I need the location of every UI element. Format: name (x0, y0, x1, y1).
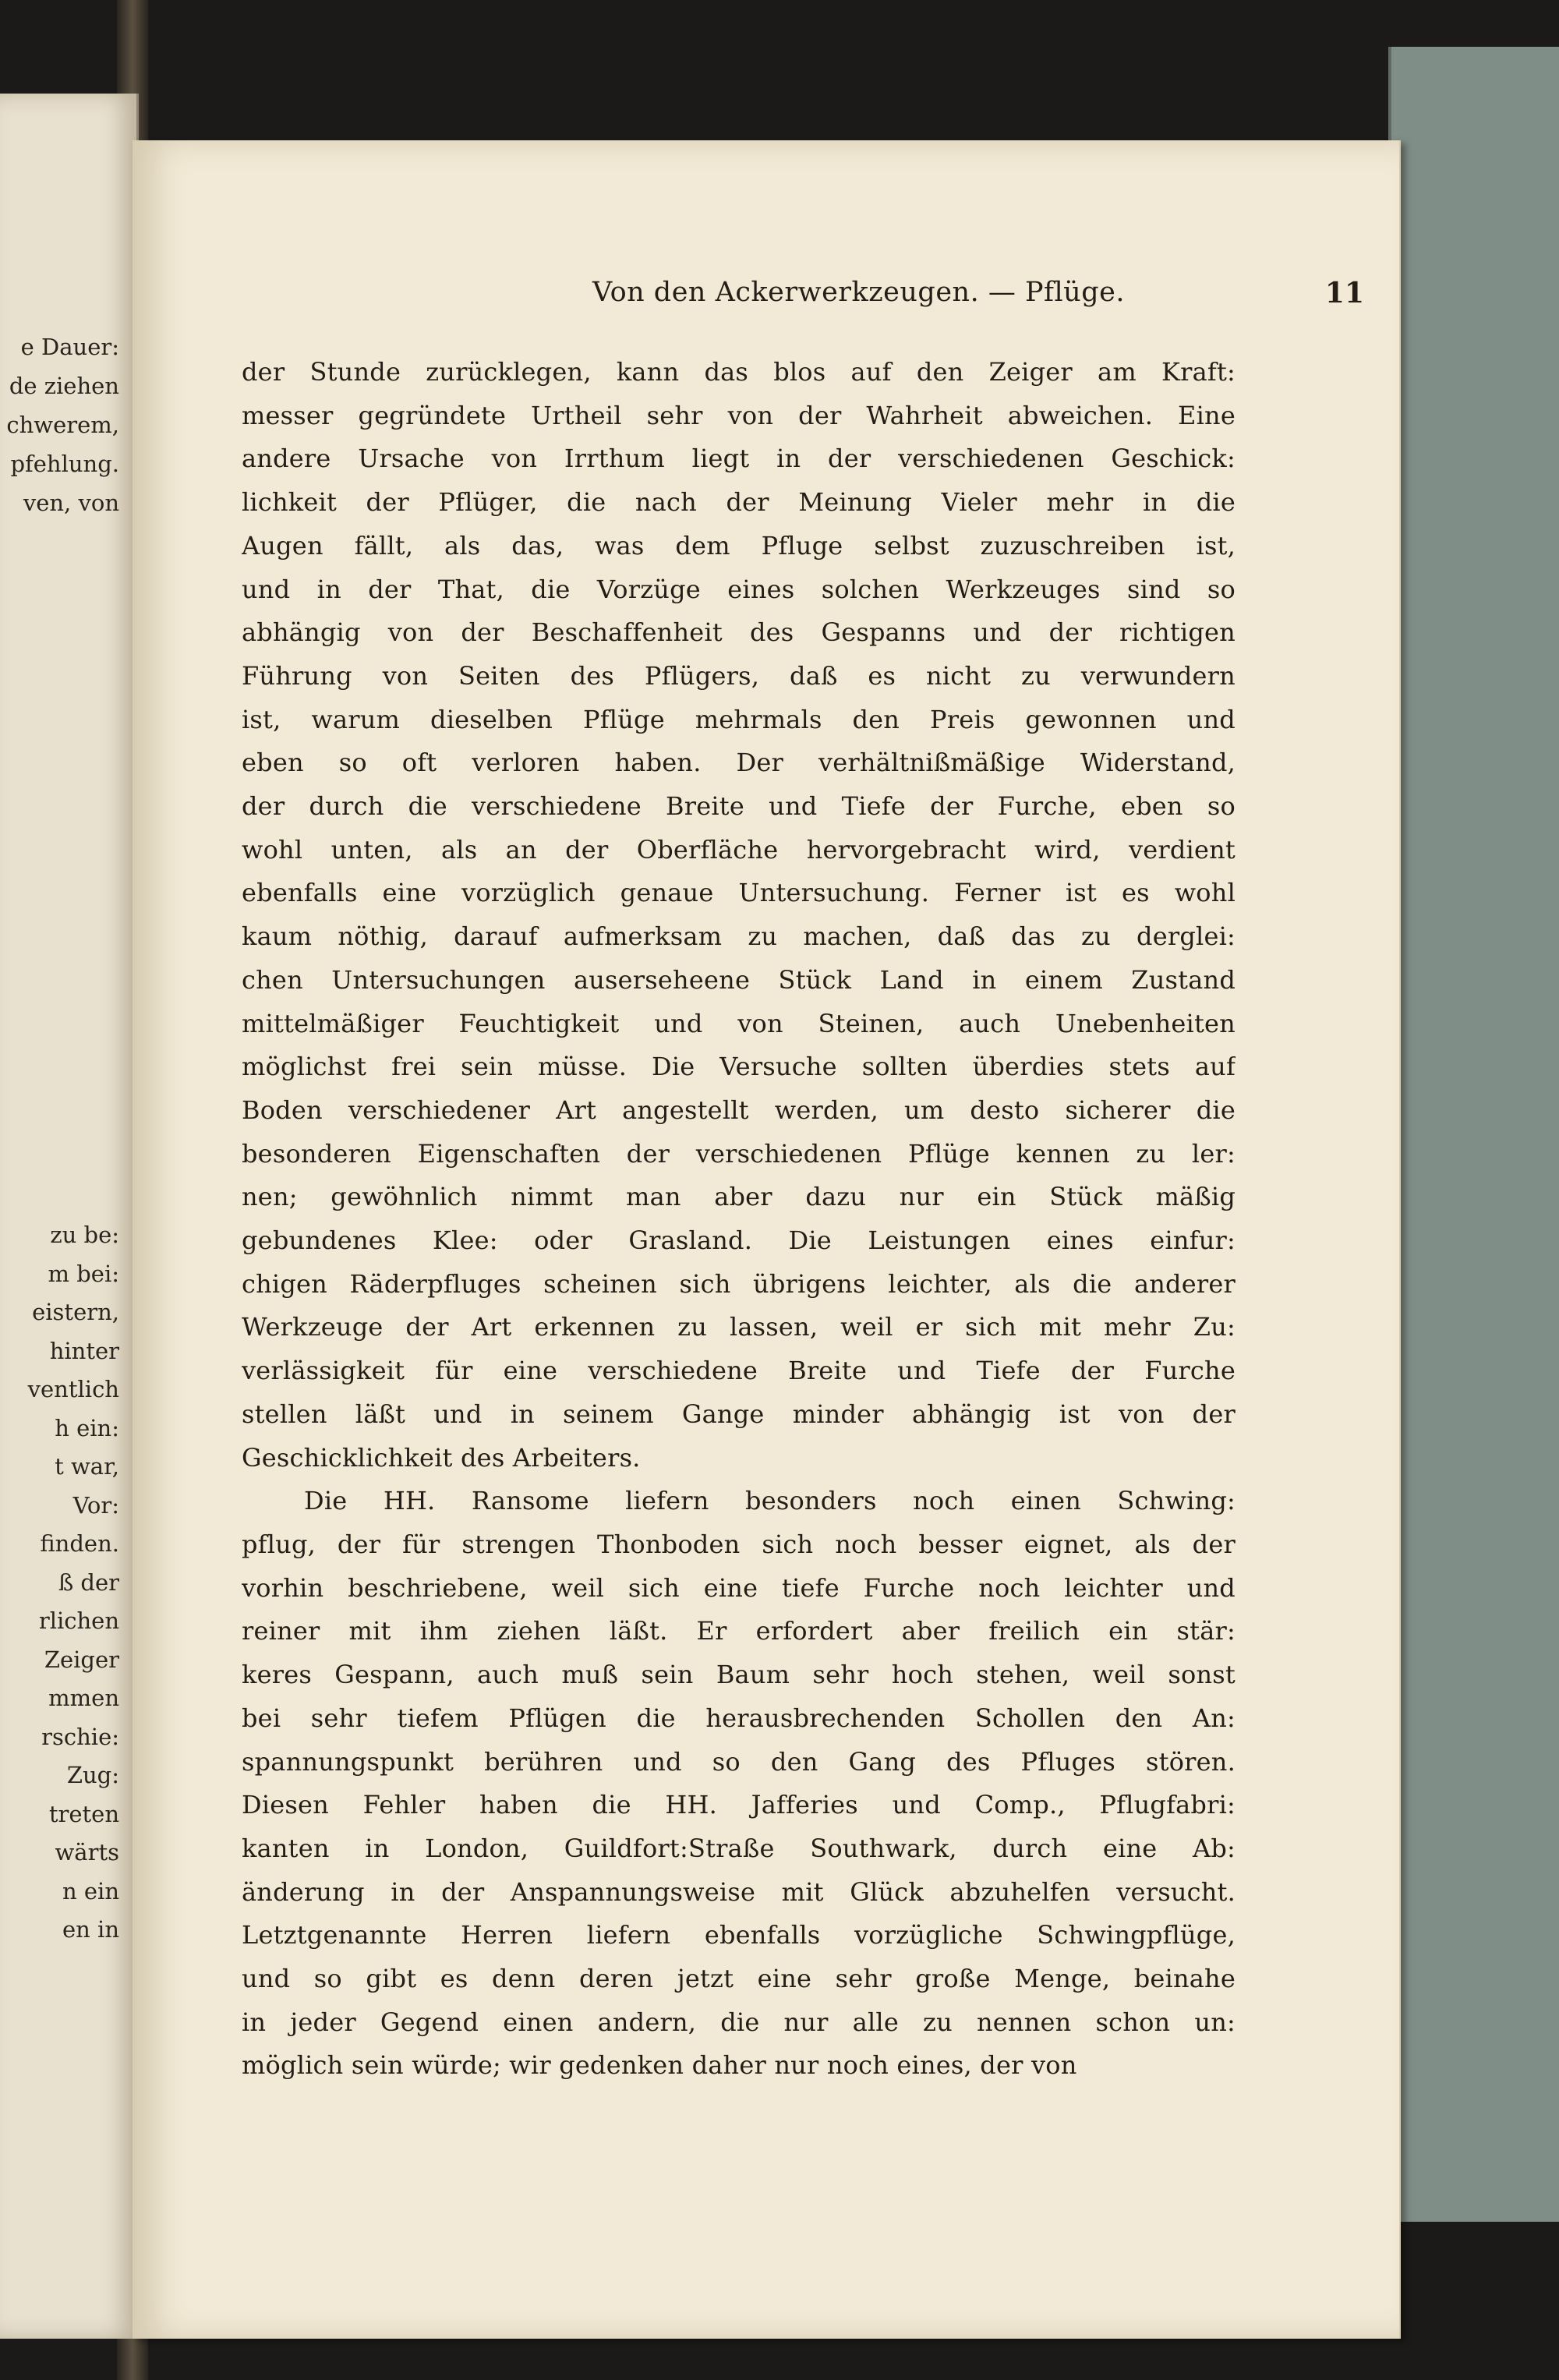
text-line: Geschicklichkeit des Arbeiters. (242, 1442, 641, 1473)
text-line: besonderen Eigenschaften der verschiedenen Pflüge kennen zu ler: (242, 1138, 1236, 1169)
text-line: Werkzeuge der Art erkennen zu lassen, weil er sich mit mehr Zu: (242, 1312, 1236, 1342)
previous-page-line: Zug: (66, 1762, 119, 1788)
text-line: Augen fällt, als das, was dem Pfluge selbst zuzuschreiben ist, (242, 530, 1236, 561)
text-line: vorhin beschriebene, weil sich eine tiefe Furche noch leichter und (242, 1572, 1236, 1603)
text-line: gebundenes Klee: oder Grasland. Die Leistungen eines einfur: (242, 1225, 1236, 1256)
text-line: lichkeit der Pflüger, die nach der Meinung Vieler mehr in die (242, 487, 1236, 518)
previous-page-edge (0, 94, 139, 2339)
text-line: messer gegründete Urtheil sehr von der Wahrheit abweichen. Eine (242, 400, 1236, 430)
previous-page-text-bottom (28, 1216, 119, 1950)
previous-page-line: en in (62, 1916, 119, 1943)
previous-page-line: chwerem, (6, 412, 119, 438)
paragraph (242, 351, 1236, 1480)
text-line: und in der That, die Vorzüge eines solchen Werkzeuges sind so (242, 574, 1236, 604)
previous-page-line: ven, von (23, 490, 119, 516)
text-line: Diesen Fehler haben die HH. Jafferies und Comp., Pflugfabri: (242, 1790, 1236, 1820)
previous-page-line: Vor: (72, 1491, 119, 1519)
text-line: eben so oft verloren haben. Der verhältnißmäßige Widerstand, (242, 748, 1236, 778)
text-line: Führung von Seiten des Pflügers, daß es nicht zu verwundern (242, 660, 1236, 691)
previous-page-line: hinter (49, 1337, 119, 1364)
previous-page-line: ß der (58, 1568, 119, 1596)
text-line: ebenfalls eine vorzüglich genaue Untersuchung. Ferner ist es wohl (242, 878, 1236, 908)
text-line: spannungspunkt berühren und so den Gang des Pfluges stören. (242, 1746, 1236, 1777)
text-line: möglichst frei sein müsse. Die Versuche sollten überdies stets auf (242, 1052, 1236, 1082)
text-line: reiner mit ihm ziehen läßt. Er erfordert aber freilich ein stär: (242, 1616, 1236, 1646)
previous-page-line: pfehlung. (10, 451, 119, 477)
text-line: chen Untersuchungen auserseheene Stück Land in einem Zustand (242, 964, 1236, 995)
book-cover-edge (1388, 47, 1559, 2222)
running-header (475, 277, 1380, 316)
text-line: nen; gewöhnlich nimmt man aber dazu nur ein Stück mäßig (242, 1182, 1236, 1212)
text-line: möglich sein würde; wir gedenken daher nur noch eines, der von (242, 2050, 1077, 2081)
text-line: bei sehr tiefem Pflügen die herausbrechenden Schollen den An: (242, 1703, 1236, 1733)
previous-page-line: rschie: (41, 1723, 119, 1750)
text-line: pflug, der für strengen Thonboden sich noch besser eignet, als der (242, 1529, 1236, 1559)
previous-page-line: eistern, (32, 1299, 119, 1325)
previous-page-line: m bei: (48, 1260, 119, 1287)
text-line: der Stunde zurücklegen, kann das blos auf den Zeiger am Kraft: (242, 357, 1236, 387)
previous-page-line: mmen (48, 1685, 119, 1711)
previous-page-line: e Dauer: (20, 334, 119, 360)
text-line: keres Gespann, auch muß sein Baum sehr hoch stehen, weil sonst (242, 1660, 1236, 1690)
text-line: chigen Räderpfluges scheinen sich übrigens leichter, als die anderer (242, 1268, 1236, 1299)
text-line: Die HH. Ransome liefern besonders noch einen Schwing: (304, 1486, 1236, 1516)
running-title: Von den Ackerwerkzeugen. — Pflüge. (592, 277, 1125, 308)
previous-page-line: wärts (55, 1839, 119, 1865)
text-line: Letztgenannte Herren liefern ebenfalls vorzügliche Schwingpflüge, (242, 1920, 1236, 1950)
previous-page-line: rlichen (38, 1607, 119, 1634)
book-page (133, 140, 1401, 2339)
paragraph (242, 1480, 1236, 2088)
page-number: 11 (1324, 277, 1364, 309)
previous-page-line: finden. (40, 1530, 119, 1557)
previous-page-line: Zeiger (44, 1646, 119, 1673)
previous-page-line: ventlich (27, 1376, 119, 1402)
previous-page-line: h ein: (55, 1414, 119, 1441)
previous-page-line: de ziehen (9, 373, 119, 399)
previous-page-line: zu be: (50, 1222, 119, 1248)
text-line: kaum nöthig, darauf aufmerksam zu machen, daß das zu derglei: (242, 921, 1236, 952)
text-line: wohl unten, als an der Oberfläche hervorgebracht wird, verdient (242, 834, 1236, 865)
text-line: in jeder Gegend einen andern, die nur alle zu nennen schon un: (242, 2007, 1236, 2037)
text-line: änderung in der Anspannungsweise mit Glück abzuhelfen versucht. (242, 1876, 1236, 1907)
text-line: abhängig von der Beschaffenheit des Gespanns und der richtigen (242, 617, 1236, 648)
text-line: mittelmäßiger Feuchtigkeit und von Steinen, auch Unebenheiten (242, 1008, 1236, 1038)
text-line: stellen läßt und in seinem Gange minder abhängig ist von der (242, 1399, 1236, 1429)
text-line: kanten in London, Guildfort:Straße Southwark, durch eine Ab: (242, 1833, 1236, 1863)
text-line: andere Ursache von Irrthum liegt in der verschiedenen Geschick: (242, 444, 1236, 474)
previous-page-text-top (6, 327, 119, 522)
text-line: ist, warum dieselben Pflüge mehrmals den Preis gewonnen und (242, 704, 1236, 734)
text-line: Boden verschiedener Art angestellt werden, um desto sicherer die (242, 1095, 1236, 1125)
previous-page-line: treten (48, 1800, 119, 1827)
text-line: der durch die verschiedene Breite und Tiefe der Furche, eben so (242, 791, 1236, 822)
previous-page-line: n ein (62, 1877, 119, 1904)
previous-page-line: t war, (55, 1453, 119, 1480)
text-line: verlässigkeit für eine verschiedene Breite und Tiefe der Furche (242, 1356, 1236, 1386)
text-line: und so gibt es denn deren jetzt eine sehr große Menge, beinahe (242, 1964, 1236, 1994)
body-text (242, 351, 1236, 2088)
